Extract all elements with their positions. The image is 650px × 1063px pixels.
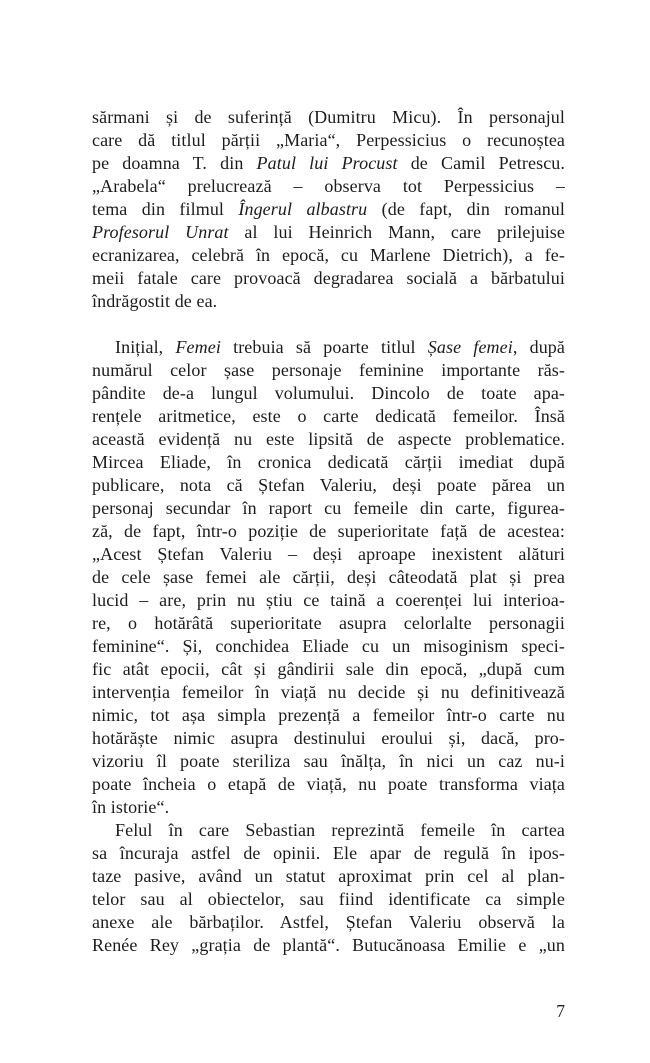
text-line xyxy=(92,336,565,359)
text-run: (de fapt, din romanul xyxy=(367,199,565,219)
italic-text-run: Îngerul albastru xyxy=(238,199,368,219)
italic-text-run: Profesorul Unrat xyxy=(92,222,229,242)
text-run: Mircea Eliade, în cronica dedicată cărții imediat după xyxy=(92,452,565,472)
text-line xyxy=(92,819,565,842)
text-line xyxy=(92,267,565,290)
text-line xyxy=(92,451,565,474)
text-run: al lui Heinrich Mann, care prilejuise xyxy=(228,222,565,242)
text-line xyxy=(92,359,565,382)
text-line xyxy=(92,428,565,451)
text-run: feminine“. Și, conchidea Eliade cu un misoginism speci- xyxy=(92,636,565,656)
text-run: telor sau al obiectelor, sau fiind identificate ca simple xyxy=(92,889,565,909)
italic-text-run: Femei xyxy=(175,337,221,357)
text-line xyxy=(92,175,565,198)
text-line xyxy=(92,405,565,428)
text-line xyxy=(92,290,565,313)
text-line xyxy=(92,635,565,658)
text-run: hotărăște nimic asupra destinului eroului și, dacă, pro- xyxy=(92,728,565,748)
text-run: pe doamna T. din xyxy=(92,153,257,173)
text-run: intervenția femeilor în viață nu decide și nu definitivează xyxy=(92,682,565,702)
text-run: rențele aritmetice, este o carte dedicată femeilor. Însă xyxy=(92,406,565,426)
text-line xyxy=(92,888,565,911)
text-line xyxy=(92,382,565,405)
text-run: sărmani și de suferință (Dumitru Micu). În personajul xyxy=(92,107,565,127)
text-line xyxy=(92,704,565,727)
text-run: , după xyxy=(512,337,565,357)
text-run: „Arabela“ prelucrează – observa tot Perpessicius – xyxy=(92,176,565,196)
text-run: meii fatale care provoacă degradarea socială a bărbatului xyxy=(92,268,565,288)
text-run: fic atât epocii, cât și gândirii sale din epocă, „după cum xyxy=(92,659,565,679)
text-line xyxy=(92,152,565,175)
text-line xyxy=(92,520,565,543)
text-line xyxy=(92,865,565,888)
text-run: această evidență nu este lipsită de aspecte problematice. xyxy=(92,429,565,449)
text-run: de Camil Petrescu. xyxy=(397,153,565,173)
text-line xyxy=(92,750,565,773)
text-block xyxy=(92,106,565,957)
text-line xyxy=(92,474,565,497)
text-run: anexe ale bărbaților. Astfel, Ștefan Valeriu observă la xyxy=(92,912,565,932)
text-run: poate încheia o etapă de viață, nu poate transforma viața xyxy=(92,774,565,794)
text-line xyxy=(92,244,565,267)
text-line xyxy=(92,497,565,520)
text-run: lucid – are, prin nu știu ce taină a coerenței lui interioa- xyxy=(92,590,565,610)
text-run: sa încuraja astfel de opinii. Ele apar de regulă în ipos- xyxy=(92,843,565,863)
text-run: trebuia să poarte titlul xyxy=(220,337,428,357)
text-run: care dă titlul părții „Maria“, Perpessicius o recunoștea xyxy=(92,130,565,150)
text-line xyxy=(92,681,565,704)
text-run: de cele șase femei ale cărții, deși câteodată plat și prea xyxy=(92,567,565,587)
text-run: taze pasive, având un statut aproximat prin cel al plan- xyxy=(92,866,565,886)
text-run: nimic, tot așa simpla prezență a femeilor într-o carte nu xyxy=(92,705,565,725)
text-line xyxy=(92,543,565,566)
text-run: îndrăgostit de ea. xyxy=(92,291,218,311)
text-line xyxy=(92,221,565,244)
text-line xyxy=(92,727,565,750)
text-line xyxy=(92,198,565,221)
text-run: ză, de fapt, într-o poziție de superioritate față de acestea: xyxy=(92,521,565,541)
text-line xyxy=(92,106,565,129)
text-run: numărul celor șase personaje feminine importante răs- xyxy=(92,360,565,380)
text-line xyxy=(92,566,565,589)
text-line xyxy=(92,773,565,796)
text-line xyxy=(92,589,565,612)
text-run: re, o hotărâtă superioritate asupra celorlalte personagii xyxy=(92,613,565,633)
italic-text-run: Șase femei xyxy=(427,337,513,357)
text-run: personaj secundar în raport cu femeile din carte, figurea- xyxy=(92,498,565,518)
page-number: 7 xyxy=(556,1001,565,1021)
text-run: în istorie“. xyxy=(92,797,170,817)
text-run: ecranizarea, celebră în epocă, cu Marlene Dietrich), a fe- xyxy=(92,245,565,265)
text-line xyxy=(92,658,565,681)
paragraph xyxy=(92,819,565,957)
text-line xyxy=(92,934,565,957)
text-run: publicare, nota că Ștefan Valeriu, deși poate părea un xyxy=(92,475,565,495)
text-line xyxy=(92,129,565,152)
italic-text-run: Patul lui Procust xyxy=(256,153,398,173)
text-line xyxy=(92,911,565,934)
text-run: tema din filmul xyxy=(92,199,239,219)
text-run: „Acest Ștefan Valeriu – deși aproape inexistent alături xyxy=(92,544,565,564)
text-run: Felul în care Sebastian reprezintă femeile în cartea xyxy=(115,820,565,840)
text-run: Inițial, xyxy=(115,337,176,357)
paragraph xyxy=(92,336,565,819)
text-line xyxy=(92,796,565,819)
text-line xyxy=(92,612,565,635)
text-line xyxy=(92,842,565,865)
paragraph xyxy=(92,106,565,313)
text-run: pândite de-a lungul volumului. Dincolo de toate apa- xyxy=(92,383,565,403)
text-run: Renée Rey „grația de plantă“. Butucănoasa Emilie e „un xyxy=(92,935,565,955)
text-run: vizoriu îl poate steriliza sau înălța, în nici un caz nu-i xyxy=(92,751,565,771)
